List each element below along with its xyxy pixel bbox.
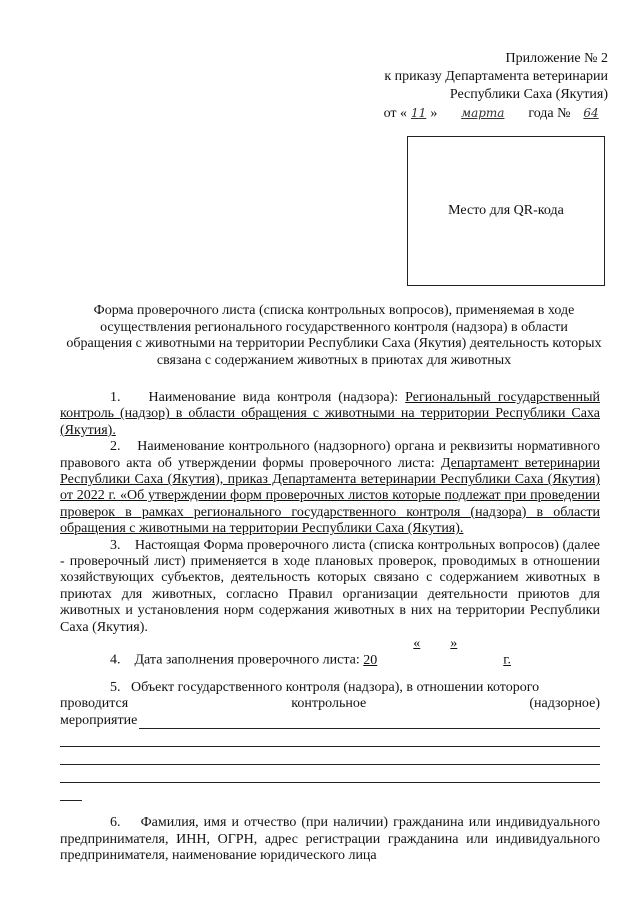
item-5-spaced-line: проводится контрольное (надзорное) (60, 696, 600, 712)
control-type-value: Региональный государственный контроль (надзор) в области обращения с животными на территории Республики Саха (Якутия). (60, 390, 600, 438)
item-6: 6. Фамилия, имя и отчество (при наличии) гражданина или индивидуального предпринимателя, ИНН, ОГРН, адрес регистрации гражданина или индивидуального предпринимателя, наименование юридического лица (60, 815, 600, 863)
item-4: 4. Дата заполнения проверочного листа: « »20 г. (110, 636, 511, 668)
qr-label: Место для QR-кода (448, 203, 564, 218)
blank-line[interactable] (60, 729, 600, 747)
item-1: 1. Наименование вида контроля (надзора): Региональный государственный контроль (надзор) в области обращения с животными на территории Республики Саха (Якутия). (60, 390, 600, 438)
order-month: марта (461, 106, 505, 120)
order-number: 64 (583, 106, 599, 120)
item-3: 3. Настоящая Форма проверочного листа (списка контрольных вопросов) (далее - проверочный лист) применяется в ходе плановых проверок, проводимых в отношении хозяйствующих субъектов, деятельность которых связано с содержанием животных в приютах для животных, согласно Правил организации деятельности приютов для животных и установления норм содержания животных в них на территории Республики Саха (Якутия). (60, 537, 600, 635)
fill-date: « »20 (363, 636, 458, 668)
document-body (60, 390, 600, 864)
item-5: 5. Объект государственного контроля (надзора), в отношении которого (110, 679, 540, 695)
blank-line[interactable] (60, 747, 600, 765)
order-ref: к приказу Департамента ветеринарии (384, 69, 608, 84)
republic-name: Республики Саха (Якутия) (449, 87, 608, 102)
form-title: Форма проверочного листа (списка контрольных вопросов), применяемая в ходе осуществления регионального государственного контроля (надзора) в области обращения с животными на территории Республики Саха (Якутия) деятельность которых связана с содержанием животных в приютах для животных (66, 303, 602, 368)
inspection-object-field[interactable]: мероприятие (60, 713, 600, 729)
appendix-label: Приложение № 2 (505, 51, 608, 66)
item-2: 2. Наименование контрольного (надзорного) органа и реквизиты нормативного правового акта об утверждении формы проверочного листа: Департамент ветеринарии Республики Саха (Якутия), приказ Департамента ветеринарии Республики Саха (Якутия) от 2022 г. «Об утверждении форм проверочных листов которые подлежат при проведении проверок в рамках регионального государственного контроля (надзора) в области обращения с животными на территории Республики Саха (Якутия). (60, 439, 600, 537)
blank-line-short[interactable] (60, 783, 82, 801)
blank-line[interactable] (60, 765, 600, 783)
order-date-line: от « 11 » марта года № 64 (384, 104, 608, 123)
document-header (384, 50, 608, 123)
authority-value: Департамент ветеринарии Республики Саха (Якутия), приказ Департамента ветеринарии Республики Саха (Якутия) от 2022 г. «Об утверждении форм проверочных листов которые подлежат при проведении проверок в рамках регионального государственного контроля (надзора) в области обращения с животными на территории Республики Саха (Якутия). (60, 455, 600, 537)
qr-code-placeholder (407, 136, 605, 286)
order-day: 11 (411, 106, 427, 120)
